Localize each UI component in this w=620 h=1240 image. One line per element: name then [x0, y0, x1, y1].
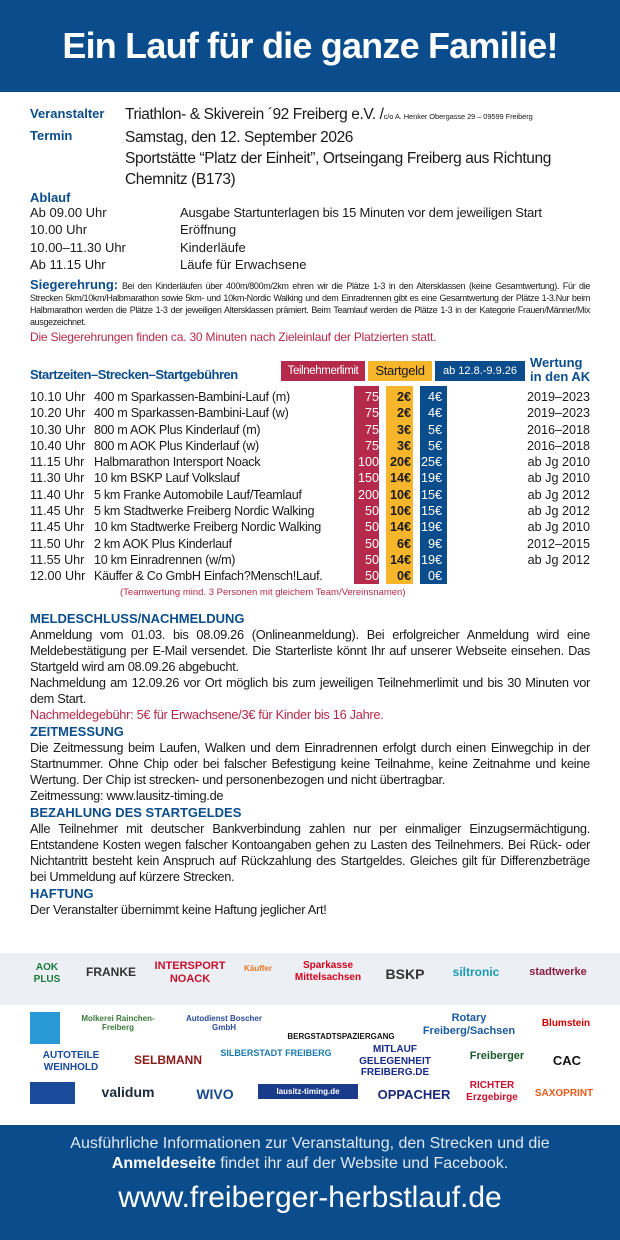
race-late: 0€	[427, 569, 442, 584]
race-name: 5 km Stadtwerke Freiberg Nordic Walking	[94, 504, 315, 519]
ablauf-label: Ablauf	[30, 190, 71, 205]
race-name: Käuffer & Co GmbH Einfach?Mensch!Lauf.	[94, 569, 323, 584]
header-ak	[530, 356, 590, 384]
race-fee: 2€	[396, 406, 411, 421]
race-row	[30, 503, 590, 519]
race-limit: 50	[364, 536, 379, 551]
header-fee: Startgeld	[368, 361, 432, 381]
race-time: 10.30 Uhr	[30, 422, 86, 437]
website-link[interactable]: www.freiberger-herbstlauf.de	[118, 1181, 502, 1214]
race-table	[30, 389, 590, 585]
sponsor-logo: INTERSPORT NOACK	[154, 960, 226, 985]
race-row	[30, 438, 590, 454]
section-paragraph: Der Veranstalter übernimmt keine Haftung jeglicher Art!	[30, 902, 327, 917]
race-ak: ab Jg 2012	[527, 504, 590, 519]
race-row	[30, 454, 590, 470]
section-title: HAFTUNG	[30, 886, 94, 901]
race-limit: 50	[364, 520, 379, 535]
race-time: 11.30 Uhr	[30, 471, 85, 486]
sponsor-logo-graphic	[30, 1082, 75, 1104]
race-limit: 50	[364, 504, 379, 519]
race-name: Halbmarathon Intersport Noack	[94, 455, 261, 470]
header-ak-line: Wertung	[530, 355, 583, 370]
ablauf-text: Eröffnung	[180, 222, 237, 238]
ablauf-time: Ab 09.00 Uhr	[30, 205, 107, 220]
race-limit: 50	[364, 569, 379, 584]
race-time: 11.15 Uhr	[30, 455, 85, 470]
sponsor-logo: BSKP	[385, 966, 425, 982]
header-limit: Teilnehmerlimit	[281, 361, 365, 381]
termin-label: Termin	[30, 128, 73, 143]
header-ak-line: in den AK	[530, 369, 591, 384]
sponsor-logo: Rotary Freiberg/Sachsen	[422, 1012, 516, 1037]
race-time: 10.40 Uhr	[30, 438, 86, 453]
race-limit: 75	[364, 422, 379, 437]
ablauf-row	[30, 256, 590, 273]
race-ak: 2016–2018	[526, 438, 590, 453]
sponsor-logo: SELBMANN	[134, 1053, 202, 1067]
race-name: 10 km Stadtwerke Freiberg Nordic Walking	[94, 520, 321, 535]
section-title: BEZAHLUNG DES STARTGELDES	[30, 805, 242, 820]
race-time: 11.40 Uhr	[30, 487, 85, 502]
race-late: 4€	[427, 390, 442, 404]
sponsor-logo: Molkerei Rainchen-Freiberg	[81, 1014, 155, 1033]
section-note: Nachmeldegebühr: 5€ für Erwachsene/3€ für Kinder bis 16 Jahre.	[30, 707, 384, 722]
race-row	[30, 519, 590, 535]
sponsor-logo: AUTOTEILE WEINHOLD	[42, 1050, 100, 1073]
race-limit: 150	[357, 471, 379, 486]
race-name: 800 m AOK Plus Kinderlauf (m)	[94, 422, 261, 437]
sponsor-logo: SILBERSTADT FREIBERG	[220, 1048, 332, 1058]
sponsor-logo: Sparkasse Mittelsachsen	[294, 960, 362, 983]
section	[30, 723, 590, 804]
section-paragraph: Nachmeldung am 12.09.26 vor Ort möglich bis zum jeweiligen Teilnehmerlimit und bis 30 Minuten vor dem Start.	[30, 675, 590, 706]
veranstalter-name: Triathlon- & Skiverein ´92 Freiberg e.V. /	[125, 106, 384, 123]
race-name: 10 km Einradrennen (w/m)	[94, 552, 236, 567]
race-time: 11.55 Uhr	[30, 552, 85, 567]
race-ak: ab Jg 2010	[527, 471, 590, 486]
info-sections	[30, 610, 590, 918]
sponsor-logo-graphic	[30, 1012, 60, 1044]
race-limit: 100	[357, 455, 379, 470]
race-ak: 2012–2015	[526, 536, 590, 551]
ablauf-row	[30, 221, 590, 238]
race-late: 19€	[420, 552, 442, 567]
sponsor-logo: Käuffer	[243, 964, 272, 973]
race-late: 9€	[427, 536, 442, 551]
ablauf-text: Ausgabe Startunterlagen bis 15 Minuten vor dem jeweiligen Start	[180, 205, 542, 220]
sponsor-logo: Autodienst Boscher GmbH	[185, 1014, 262, 1033]
termin-line: Chemnitz (B173)	[125, 171, 236, 188]
race-late: 19€	[420, 520, 442, 535]
footer-line1: Ausführliche Informationen zur Veranstaltung, den Strecken und die	[70, 1135, 550, 1152]
race-fee: 14€	[389, 552, 411, 567]
race-late: 25€	[420, 455, 442, 470]
section-title: MELDESCHLUSS/NACHMELDUNG	[30, 611, 245, 626]
race-name: 400 m Sparkassen-Bambini-Lauf (w)	[94, 406, 289, 421]
ablauf-time: Ab 11.15 Uhr	[30, 256, 106, 272]
siegerehrung-note: Die Siegerehrungen finden ca. 30 Minuten nach Zieleinlauf der Platzierten statt.	[30, 330, 437, 344]
section-paragraph: Die Zeitmessung beim Laufen, Walken und dem Einradrennen erfolgt durch einen Einwegchip in der Startnummer. Ohne Chip oder bei falscher Befestigung keine Teilnahme, keine Zeitnahme und keine Wertung. Der Chip ist strecken- und personenbezogen und nicht übertragbar.	[30, 740, 590, 787]
table-title: Startzeiten–Strecken–Startgebühren	[30, 367, 238, 382]
sponsor-logo: siltronic	[452, 965, 500, 979]
race-fee: 10€	[389, 487, 411, 502]
race-time: 11.50 Uhr	[30, 536, 85, 551]
race-ak: ab Jg 2010	[527, 520, 590, 535]
footer	[0, 1125, 620, 1240]
race-limit: 75	[364, 438, 379, 453]
race-time: 12.00 Uhr	[30, 569, 86, 584]
sponsor-logo: BERGSTADTSPAZIERGANG	[287, 1032, 395, 1041]
race-name: 2 km AOK Plus Kinderlauf	[94, 536, 232, 551]
race-row	[30, 422, 590, 438]
race-fee: 20€	[389, 455, 411, 470]
race-ak: ab Jg 2010	[527, 455, 590, 470]
siegerehrung-label: Siegerehrung:	[30, 277, 119, 292]
siegerehrung-text: Bei den Kinderläufen über 400m/800m/2km ehren wir die Plätze 1-3 in den Altersklassen (keine Gesamtwertung). Für die Strecken 5km/10km/Halbmarathon sowie 5km- und 10km-Nordic Walking und dem Einradrennen gibt es eine Gesamtwertung der Plätze 1-3.Nur beim Halbmarathon werden die Plätze 1-3 der jeweiligen Altersklassen prämiert. Beim Teamlauf werden die Plätze 1-3 in der Kategorie Frauen/Männer/Mix ausgezeichnet.	[30, 281, 591, 327]
veranstalter-label: Veranstalter	[30, 106, 105, 121]
termin-line: Sportstätte “Platz der Einheit”, Ortseingang Freiberg aus Richtung	[125, 150, 551, 167]
race-late: 15€	[420, 504, 442, 519]
race-name: 10 km BSKP Lauf Volkslauf	[94, 471, 240, 486]
race-row	[30, 470, 590, 486]
race-fee: 6€	[396, 536, 411, 551]
race-time: 10.20 Uhr	[30, 406, 86, 421]
race-fee: 14€	[389, 471, 411, 486]
ablauf-time: 10.00–11.30 Uhr	[30, 239, 126, 255]
race-ak: ab Jg 2012	[527, 487, 590, 502]
sponsor-logo: FRANKE	[86, 965, 136, 979]
race-limit: 50	[364, 552, 379, 567]
race-fee: 3€	[396, 422, 411, 437]
sponsor-logo: SAXOPRINT	[534, 1088, 594, 1099]
footer-line2	[0, 1154, 620, 1174]
race-limit: 200	[357, 487, 379, 502]
ablauf-time: 10.00 Uhr	[30, 222, 88, 238]
race-row	[30, 536, 590, 552]
race-late: 15€	[420, 487, 442, 502]
section	[30, 804, 590, 885]
race-fee: 2€	[396, 390, 411, 404]
race-ak: 2019–2023	[526, 406, 590, 421]
page-title: Ein Lauf für die ganze Familie!	[0, 0, 620, 92]
race-fee: 10€	[389, 504, 411, 519]
table-note: (Teamwertung mind. 3 Personen mit gleichem Team/Vereinsnamen)	[120, 587, 406, 598]
sponsor-logo: RICHTER Erzgebirge	[466, 1080, 518, 1103]
race-fee: 0€	[396, 569, 411, 584]
termin-line: Samstag, den 12. September 2026	[125, 129, 354, 146]
sponsor-logo: OPPACHER	[377, 1087, 451, 1102]
race-ak: ab Jg 2012	[527, 552, 590, 567]
race-row	[30, 487, 590, 503]
section-paragraph: Anmeldung vom 01.03. bis 08.09.26 (Onlineanmeldung). Bei erfolgreicher Anmeldung wird eine Meldebestätigung per E-Mail versendet. Die Starterliste könnt Ihr auf unserer Webseite einsehen. Das Startgeld wird am 08.09.26 abgebucht.	[30, 627, 590, 674]
sponsor-logo: validum	[101, 1084, 155, 1100]
termin	[125, 127, 620, 190]
race-ak: 2019–2023	[526, 390, 590, 404]
ablauf-row	[30, 204, 590, 221]
section	[30, 885, 590, 918]
sponsor-logo: Blumstein	[541, 1018, 591, 1029]
race-limit: 75	[364, 390, 379, 404]
race-late: 4€	[427, 406, 442, 421]
race-late: 19€	[420, 471, 442, 486]
footer-bold: Anmeldeseite	[111, 1155, 216, 1172]
sponsor-logo: Freiberger	[469, 1050, 525, 1062]
race-name: 400 m Sparkassen-Bambini-Lauf (m)	[94, 390, 290, 404]
race-fee: 3€	[396, 438, 411, 453]
veranstalter-address: c/o A. Henker Obergasse 29 – 09599 Freiberg	[383, 112, 533, 121]
race-ak: 2016–2018	[526, 422, 590, 437]
ablauf-text: Läufe für Erwachsene	[180, 256, 307, 272]
section-title: ZEITMESSUNG	[30, 724, 124, 739]
race-time: 11.45 Uhr	[30, 520, 85, 535]
race-late: 5€	[427, 422, 442, 437]
siegerehrung	[30, 279, 590, 328]
section-paragraph: Zeitmessung: www.lausitz-timing.de	[30, 788, 224, 803]
race-name: 800 m AOK Plus Kinderlauf (w)	[94, 438, 259, 453]
sponsor-logo: MITLAUF GELEGENHEIT FREIBERG.DE	[359, 1044, 431, 1078]
race-row	[30, 568, 590, 584]
footer-rest: findet ihr auf der Website und Facebook.	[215, 1155, 509, 1172]
sponsor-logo: WIVO	[196, 1086, 234, 1102]
race-row	[30, 405, 590, 421]
veranstalter	[125, 104, 620, 127]
race-row	[30, 552, 590, 568]
section-paragraph: Alle Teilnehmer mit deutscher Bankverbindung zahlen nur per einmaliger Einzugsermächtigung. Entstandene Kosten wegen falscher Kontoangaben gehen zu Lasten des Teilnehmers. Bei Rück- oder Nichtantritt besteht kein Anspruch auf Rückzahlung des Startgeldes. Gleiches gilt für Differenzbeträge bei Ummeldung auf kürzere Strecken.	[30, 821, 590, 884]
sponsor-logo: lausitz-timing.de	[258, 1084, 358, 1099]
race-limit: 75	[364, 406, 379, 421]
siegerehrung-block	[30, 279, 590, 345]
ablauf-text: Kinderläufe	[180, 239, 246, 255]
race-time: 10.10 Uhr	[30, 390, 86, 404]
section	[30, 610, 590, 723]
race-time: 11.45 Uhr	[30, 504, 85, 519]
sponsor-logo: stadtwerke	[529, 966, 587, 978]
sponsor-logo: CAC	[552, 1053, 582, 1068]
race-fee: 14€	[389, 520, 411, 535]
race-name: 5 km Franke Automobile Lauf/Teamlauf	[94, 487, 302, 502]
race-late: 5€	[427, 438, 442, 453]
ablauf-list	[30, 204, 590, 273]
sponsor-logo: AOK PLUS	[33, 962, 61, 985]
race-row	[30, 389, 590, 405]
ablauf-row	[30, 239, 590, 256]
header-late-fee: ab 12.8.-9.9.26	[435, 361, 525, 381]
